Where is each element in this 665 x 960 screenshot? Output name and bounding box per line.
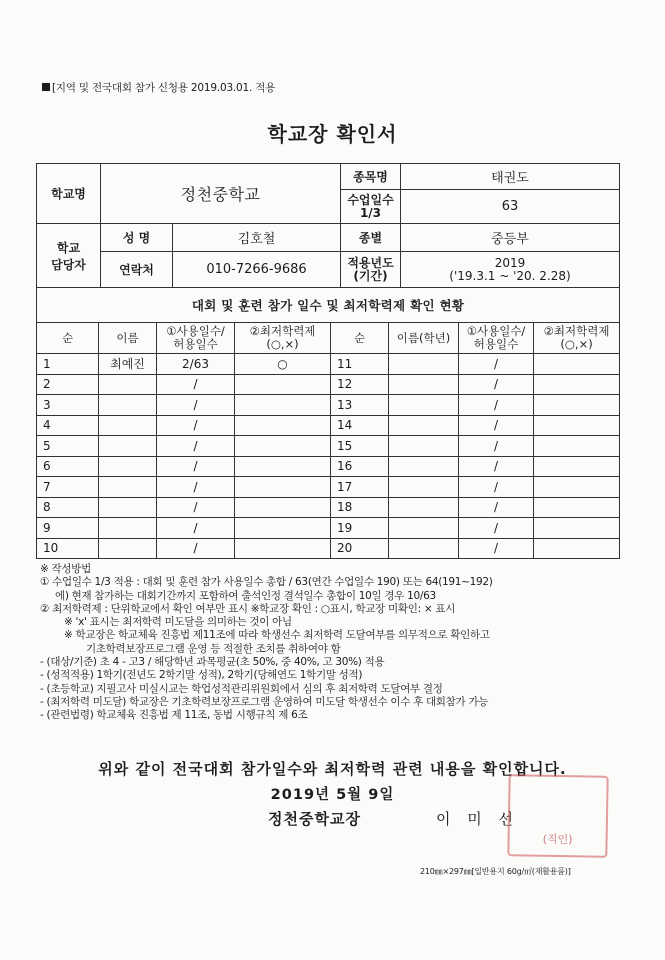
row-no: 10: [37, 538, 99, 559]
row-name-right: [389, 518, 459, 539]
row-name: [99, 395, 157, 416]
row-grade-right: [534, 477, 620, 498]
row-days-right: /: [459, 538, 534, 559]
row-name-right: [389, 415, 459, 436]
row-no: 7: [37, 477, 99, 498]
row-days: 2/63: [157, 354, 235, 375]
table-row: [37, 497, 620, 518]
note-item: - (초등학교) 지필고사 미실시교는 학업성적관리위원회에서 심의 후 최저학력 도달여부 결정: [40, 682, 443, 695]
note-item: - (최저학력 미도달) 학교장은 기초학력보장프로그램 운영하여 미도달 학생선수 이수 후 대회참가 가능: [40, 695, 489, 708]
header-days: [157, 323, 235, 354]
row-name: [99, 415, 157, 436]
note-item: 에) 현재 참가하는 대회기간까지 포함하여 출석인정 결석일수 총합이 10일 경우 10/63: [55, 589, 436, 602]
apply-year-label: [341, 252, 401, 288]
row-grade: ○: [235, 354, 331, 375]
row-no: 9: [37, 518, 99, 539]
row-grade: [235, 436, 331, 457]
row-days-right: /: [459, 374, 534, 395]
row-grade-right: [534, 456, 620, 477]
header-days-right: [459, 323, 534, 354]
table-row: [37, 374, 620, 395]
row-no: 1: [37, 354, 99, 375]
apply-year-value: [401, 252, 620, 288]
row-grade-right: [534, 497, 620, 518]
manager-label-line1: 학교: [56, 240, 81, 255]
header-no: 순: [37, 323, 99, 354]
table-row: [37, 395, 620, 416]
row-days-right: /: [459, 477, 534, 498]
contact-value: 010-7266-9686: [173, 252, 341, 288]
row-name: [99, 518, 157, 539]
note-item: 기초학력보장프로그램 운영 등 적절한 조치를 취하여야 함: [86, 642, 341, 655]
row-grade: [235, 538, 331, 559]
header-note-text: [지역 및 전국대회 참가 신청용 2019.03.01. 적용: [52, 82, 276, 94]
school-info-table: [36, 163, 620, 288]
participation-status-table: [36, 287, 620, 559]
row-grade: [235, 518, 331, 539]
row-grade: [235, 497, 331, 518]
row-no: 8: [37, 497, 99, 518]
manager-name-value: 김호철: [173, 224, 341, 252]
row-name-right: [389, 497, 459, 518]
row-days-right: /: [459, 456, 534, 477]
table-row: [37, 456, 620, 477]
event-label: 종목명: [341, 164, 401, 190]
header-days-right-line2: 허용일수: [473, 337, 519, 351]
note-item: - (관련법령) 학교체육 진흥법 제 11조, 동법 시행규칙 제 6조: [40, 709, 308, 722]
row-grade-right: [534, 436, 620, 457]
row-no-right: 16: [331, 456, 389, 477]
row-no-right: 20: [331, 538, 389, 559]
row-no-right: 17: [331, 477, 389, 498]
header-grade: [235, 323, 331, 354]
header-grade-right-line1: ②최저학력제: [543, 324, 610, 338]
category-value: 중등부: [401, 224, 620, 252]
row-name: [99, 436, 157, 457]
status-caption: 대회 및 훈련 참가 일수 및 최저학력제 확인 현황: [37, 288, 620, 323]
row-days: /: [157, 415, 235, 436]
row-name-right: [389, 374, 459, 395]
row-grade: [235, 395, 331, 416]
confirmation-statement: 위와 같이 전국대회 참가일수와 최저학력 관련 내용을 확인합니다.: [98, 760, 567, 778]
contact-label: 연락처: [101, 252, 173, 288]
row-days-right: /: [459, 415, 534, 436]
row-days-right: /: [459, 518, 534, 539]
row-grade-right: [534, 354, 620, 375]
row-no-right: 15: [331, 436, 389, 457]
table-row: [37, 538, 620, 559]
row-days: /: [157, 395, 235, 416]
row-name: [99, 477, 157, 498]
apply-year-label-line1: 적용년도: [347, 255, 394, 270]
row-no-right: 19: [331, 518, 389, 539]
row-grade: [235, 374, 331, 395]
row-days: /: [157, 436, 235, 457]
issue-date: 2019년 5월 9일: [270, 787, 395, 803]
square-bullet-icon: [42, 83, 50, 91]
seal-label: (직인): [542, 832, 573, 847]
manager-name-label: 성 명: [101, 224, 173, 252]
row-name: [99, 497, 157, 518]
event-value: 태권도: [401, 164, 620, 190]
paper-spec-footer: 210㎜×297㎜[일반용지 60g/㎡(재활용품)]: [420, 867, 571, 876]
row-name-right: [389, 436, 459, 457]
row-grade: [235, 415, 331, 436]
class-days-label-line1: 수업일수: [347, 192, 394, 207]
row-no-right: 13: [331, 395, 389, 416]
header-grade-right-line2: (○,×): [560, 337, 593, 351]
class-days-label: [341, 190, 401, 224]
row-grade: [235, 456, 331, 477]
row-grade: [235, 477, 331, 498]
row-days: /: [157, 456, 235, 477]
manager-label-line2: 담당자: [51, 257, 86, 272]
row-name: [99, 456, 157, 477]
row-no-right: 18: [331, 497, 389, 518]
row-name-right: [389, 477, 459, 498]
row-no-right: 12: [331, 374, 389, 395]
note-item: - (성적적용) 1학기(전년도 2학기말 성적), 2학기(당해연도 1학기말 성적): [40, 669, 363, 682]
header-days-line1: ①사용일수/: [166, 324, 225, 338]
principal-name: 이 미 선: [436, 810, 520, 828]
row-no: 4: [37, 415, 99, 436]
row-name-right: [389, 395, 459, 416]
row-days: /: [157, 497, 235, 518]
row-name-right: [389, 354, 459, 375]
row-no-right: 14: [331, 415, 389, 436]
page-title: 학교장 확인서: [267, 122, 398, 146]
apply-year-value-line1: 2019: [494, 255, 526, 270]
note-item: ① 수업일수 1/3 적용 : 대회 및 훈련 참가 사용일수 총합 / 63(연간 수업일수 190) 또는 64(191~192): [40, 576, 493, 589]
row-days: /: [157, 538, 235, 559]
header-no-right: 순: [331, 323, 389, 354]
row-grade-right: [534, 395, 620, 416]
manager-label: [37, 224, 101, 288]
row-no: 5: [37, 436, 99, 457]
row-grade-right: [534, 518, 620, 539]
row-grade-right: [534, 415, 620, 436]
header-days-line2: 허용일수: [173, 337, 218, 351]
apply-year-value-line2: ('19.3.1 ~ '20. 2.28): [449, 268, 571, 283]
row-days: /: [157, 477, 235, 498]
row-days-right: /: [459, 497, 534, 518]
school-name-label: 학교명: [37, 164, 101, 224]
note-item: ② 최저학력제 : 단위학교에서 확인 여부만 표시 ※학교장 확인 : ○표시, 학교장 미확인: × 표시: [40, 602, 456, 615]
header-grade-right: [534, 323, 620, 354]
table-row: [37, 436, 620, 457]
header-grade-line1: ②최저학력제: [249, 324, 316, 338]
row-grade-right: [534, 374, 620, 395]
class-days-label-line2: 1/3: [359, 205, 382, 220]
row-no: 2: [37, 374, 99, 395]
row-no: 3: [37, 395, 99, 416]
header-name: 이름: [99, 323, 157, 354]
category-label: 종별: [341, 224, 401, 252]
note-item: - (대상/기준) 초 4 - 고3 / 해당학년 과목평균(초 50%, 중 40%, 고 30%) 적용: [40, 656, 385, 669]
table-row: [37, 518, 620, 539]
row-no: 6: [37, 456, 99, 477]
header-note: [42, 80, 275, 95]
class-days-value: 63: [401, 190, 620, 224]
note-heading: ※ 작성방법: [40, 563, 91, 575]
note-item: ※ 학교장은 학교체육 진흥법 제11조에 따라 학생선수 최저학력 도달여부를 의무적으로 확인하고: [64, 629, 490, 642]
row-name: [99, 374, 157, 395]
row-days-right: /: [459, 436, 534, 457]
row-name-right: [389, 456, 459, 477]
principal-title: 정천중학교장: [268, 810, 361, 828]
row-days-right: /: [459, 354, 534, 375]
row-name-right: [389, 538, 459, 559]
row-days-right: /: [459, 395, 534, 416]
row-no-right: 11: [331, 354, 389, 375]
writing-instructions: [40, 563, 630, 723]
row-days: /: [157, 518, 235, 539]
header-grade-line2: (○,×): [266, 337, 299, 351]
header-days-right-line1: ①사용일수/: [466, 324, 526, 338]
row-name: [99, 538, 157, 559]
table-row: [37, 354, 620, 375]
row-name: 최예진: [99, 354, 157, 375]
row-days: /: [157, 374, 235, 395]
note-item: ※ 'x' 표시는 최저학력 미도달을 의미하는 것이 아님: [64, 616, 292, 629]
table-row: [37, 477, 620, 498]
header-name-year: 이름(학년): [389, 323, 459, 354]
table-row: [37, 415, 620, 436]
apply-year-label-line2: (기간): [353, 268, 388, 283]
school-name-value: 정천중학교: [101, 164, 341, 224]
official-seal: [507, 774, 608, 858]
row-grade-right: [534, 538, 620, 559]
